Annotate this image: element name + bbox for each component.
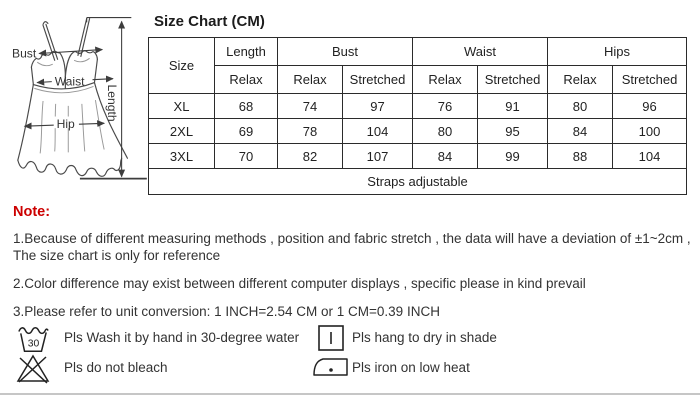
dress-diagram (4, 4, 150, 198)
size-cell: 3XL (149, 144, 215, 169)
size-chart-title: Size Chart (CM) (154, 13, 265, 30)
value-cell: 99 (478, 144, 548, 169)
subheader-hips-stretched: Stretched (613, 66, 687, 94)
value-cell: 78 (278, 119, 343, 144)
table-row (149, 119, 687, 144)
care-instruction-text: Pls Wash it by hand in 30-degree water (64, 330, 300, 345)
hip-label: Hip (56, 117, 75, 132)
size-chart-table (148, 37, 687, 195)
value-cell: 82 (278, 144, 343, 169)
subheader-hips-relax: Relax (548, 66, 613, 94)
note-item-1: 1.Because of different measuring methods , position and fabric stretch , the data will have a deviation of ±1~2cm , The size chart is only for reference (13, 231, 691, 263)
subheader-length-relax: Relax (215, 66, 278, 94)
value-cell: 88 (548, 144, 613, 169)
iron-low-heat-icon (312, 354, 350, 380)
subheader-bust-relax: Relax (278, 66, 343, 94)
header-row-groups (149, 38, 687, 66)
notes-list (13, 230, 697, 331)
value-cell: 84 (548, 119, 613, 144)
straps-note: Straps adjustable (149, 169, 687, 195)
table-row (149, 144, 687, 169)
value-cell: 100 (613, 119, 687, 144)
value-cell: 91 (478, 94, 548, 119)
value-cell: 107 (343, 144, 413, 169)
value-cell: 97 (343, 94, 413, 119)
value-cell: 104 (613, 144, 687, 169)
care-instruction-text: Pls hang to dry in shade (352, 330, 497, 345)
dress-detail-lines (34, 58, 104, 153)
note-item-3: 3.Please refer to unit conversion: 1 INCH=2.54 CM or 1 CM=0.39 INCH (13, 304, 440, 319)
value-cell: 80 (548, 94, 613, 119)
size-cell: XL (149, 94, 215, 119)
value-cell: 69 (215, 119, 278, 144)
subheader-waist-relax: Relax (413, 66, 478, 94)
handwash-30-icon (17, 324, 49, 354)
notes-heading: Note: (13, 204, 51, 220)
hang-dry-icon (317, 324, 345, 352)
wash-temp-label: 30 (27, 338, 40, 350)
subheader-waist-stretched: Stretched (478, 66, 548, 94)
value-cell: 80 (413, 119, 478, 144)
waist-label: Waist (54, 74, 85, 89)
subheader-bust-stretched: Stretched (343, 66, 413, 94)
value-cell: 84 (413, 144, 478, 169)
bottom-divider (0, 393, 700, 395)
header-bust: Bust (278, 38, 413, 66)
value-cell: 76 (413, 94, 478, 119)
value-cell: 96 (613, 94, 687, 119)
header-length: Length (215, 38, 278, 66)
value-cell: 68 (215, 94, 278, 119)
care-instruction-text: Pls iron on low heat (352, 360, 470, 375)
note-item-2: 2.Color difference may exist between different computer displays , specific please in kind prevail (13, 276, 586, 291)
header-size: Size (149, 38, 215, 94)
size-cell: 2XL (149, 119, 215, 144)
value-cell: 74 (278, 94, 343, 119)
table-footer-row (149, 169, 687, 195)
header-row-sub (149, 66, 687, 94)
length-label: Length (105, 84, 120, 122)
header-hips: Hips (548, 38, 687, 66)
do-not-bleach-icon (16, 352, 50, 384)
value-cell: 104 (343, 119, 413, 144)
table-row (149, 94, 687, 119)
header-waist: Waist (413, 38, 548, 66)
care-instruction-text: Pls do not bleach (64, 360, 168, 375)
bust-label: Bust (12, 46, 37, 61)
value-cell: 70 (215, 144, 278, 169)
value-cell: 95 (478, 119, 548, 144)
